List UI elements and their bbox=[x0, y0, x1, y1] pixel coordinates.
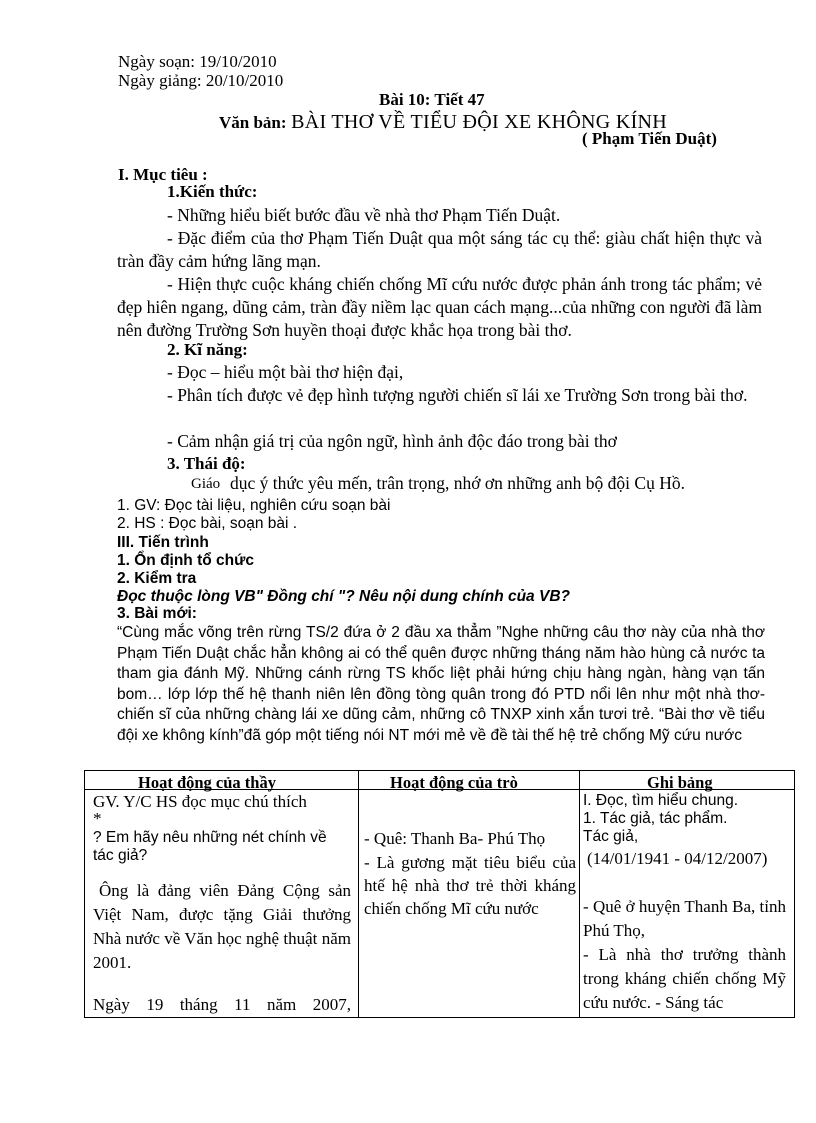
teach-date: Ngày giảng: 20/10/2010 bbox=[118, 71, 284, 90]
text-label: Văn bản: bbox=[219, 113, 287, 132]
teacher-line-1: GV. Y/C HS đọc mục chú thích bbox=[93, 792, 307, 811]
th-board: Ghi bảng bbox=[647, 773, 713, 792]
knowledge-heading: 1.Kiến thức: bbox=[167, 182, 258, 201]
lesson-number: Bài 10: Tiết 47 bbox=[379, 90, 485, 109]
lesson-intro: “Cùng mắc võng trên rừng TS/2 đứa ở 2 đầu xa thẳm ”Nghe những câu thơ này của nhà thơ Phạm Tiến Duật chắc hẳn không ai có thể quên được những tháng năm hào hùng cả nước ta tham gia đánh Mỹ. Những cánh rừng TS khốc liệt phải hứng chịu hàng ngàn, hàng vạn tấn bom… lớp lớp thế hệ thanh niên lên đồng tòng quân trong đó PTD nổi lên như một nhà thơ-chiến sĩ của những chàng lái xe dũng cảm, những cô TNXP xinh xắn tươi trẻ. “Bài thơ về tiểu đội xe không kính”đã góp một tiếng nói NT mới mẻ về đề tài thế hệ trẻ chống Mỹ cứu nước bbox=[117, 624, 765, 744]
board-line-4: (14/01/1941 - 04/12/2007) bbox=[587, 849, 768, 868]
teacher-question: ? Em hãy nêu những nét chính về tác giả? bbox=[93, 829, 327, 864]
procedure-heading: III. Tiến trình bbox=[117, 534, 209, 551]
activity-table bbox=[84, 770, 795, 1018]
board-line-3: Tác giả, bbox=[583, 828, 639, 845]
student-line-1: - Quê: Thanh Ba- Phú Thọ bbox=[364, 829, 546, 848]
th-teacher: Hoạt động của thầy bbox=[138, 773, 276, 792]
th-student: Hoạt động của trò bbox=[390, 773, 518, 792]
skill-3: - Cảm nhận giá trị của ngôn ngữ, hình ảnh độc đáo trong bài thơ bbox=[167, 431, 617, 451]
skill-2: - Phân tích được vẻ đẹp hình tượng người chiến sĩ lái xe Trường Sơn trong bài thơ. bbox=[167, 385, 748, 405]
prep-gv: 1. GV: Đọc tài liệu, nghiên cứu soạn bài bbox=[117, 497, 391, 514]
board-line-6: - Là nhà thơ trưởng thành trong kháng chiến chống Mỹ cứu nước. - Sáng tác bbox=[583, 945, 786, 1012]
prep-hs: 2. HS : Đọc bài, soạn bài . bbox=[117, 515, 298, 532]
teacher-note: Ông là đảng viên Đảng Cộng sản Việt Nam, được tặng Giải thưởng Nhà nước về Văn học nghệ thuật năm 2001. bbox=[93, 881, 351, 972]
attitude-text: dục ý thức yêu mến, trân trọng, nhớ ơn những anh bộ đội Cụ Hồ. bbox=[230, 473, 685, 493]
prep-date: Ngày soạn: 19/10/2010 bbox=[118, 52, 277, 71]
step-3: 3. Bài mới: bbox=[117, 605, 197, 622]
teacher-date: Ngày 19 tháng 11 năm 2007, bbox=[93, 995, 351, 1014]
poem-title: BÀI THƠ VỀ TIỂU ĐỘI XE KHÔNG KÍNH bbox=[291, 111, 668, 133]
dates-block bbox=[118, 52, 283, 90]
attitude-heading: 3. Thái độ: bbox=[167, 454, 246, 473]
step-1: 1. Ổn định tổ chức bbox=[117, 552, 254, 569]
knowledge-1: - Những hiểu biết bước đầu về nhà thơ Phạm Tiến Duật. bbox=[167, 205, 561, 225]
teacher-line-2: * bbox=[93, 809, 102, 828]
skills-heading: 2. Kĩ năng: bbox=[167, 340, 248, 359]
skill-1: - Đọc – hiểu một bài thơ hiện đại, bbox=[167, 362, 404, 382]
knowledge-3: - Hiện thực cuộc kháng chiến chống Mĩ cứu nước được phản ánh trong tác phẩm; vẻ đẹp hiên ngang, dũng cảm, tràn đầy niềm lạc quan cách mạng...của những con người đã làm nên đường Trường Sơn huyền thoại được khắc họa trong bài thơ. bbox=[117, 274, 762, 340]
attitude-prefix: Giáo bbox=[191, 476, 221, 492]
knowledge-2: - Đặc điểm của thơ Phạm Tiến Duật qua một sáng tác cụ thể: giàu chất hiện thực và tràn đầy cảm hứng lãng mạn. bbox=[117, 228, 762, 271]
student-line-2: - Là gương mặt tiêu biểu của htế hệ nhà thơ trẻ thời kháng chiến chống Mĩ cứu nước bbox=[364, 853, 576, 918]
board-line-5: - Quê ở huyện Thanh Ba, tỉnh Phú Thọ, bbox=[583, 897, 786, 940]
step-2: 2. Kiểm tra bbox=[117, 570, 197, 587]
objectives-heading: I. Mục tiêu : bbox=[118, 165, 208, 184]
author-name: ( Phạm Tiến Duật) bbox=[582, 129, 717, 148]
board-line-1: I. Đọc, tìm hiểu chung. bbox=[583, 792, 739, 809]
board-line-2: 1. Tác giả, tác phẩm. bbox=[583, 810, 728, 827]
review-question: Đọc thuộc lòng VB" Đồng chí "? Nêu nội dung chính của VB? bbox=[117, 588, 570, 605]
